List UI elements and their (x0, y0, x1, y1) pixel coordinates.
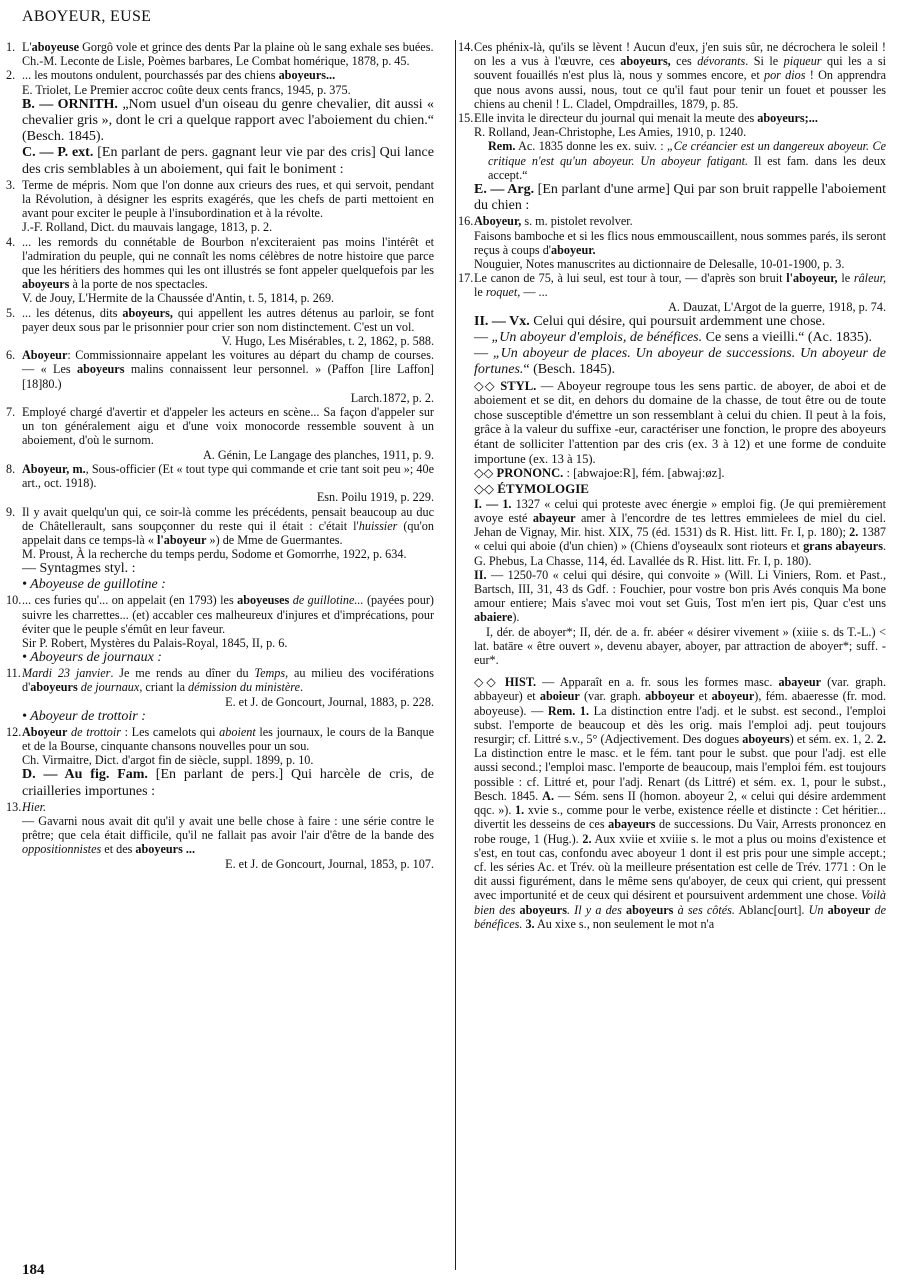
etymology-i: I. — 1. 1327 « celui qui proteste avec énergie » emploi fig. (Je qui premièrement avoye esté abayeur amer à l'encordre de tes lettres emmielees de miel du ciel. Jehan de Vignay, Mir. hist. XIX, 75 (éd. 1531) ds R. Hist. litt. Fr. I, p. 180); 2. 1387 « celui qui aboie (d'un chien) » (Chiens d'oyseaulx sont rioteurs et grans abayeurs. G. Phebus, La Chasse, 114, éd. Lavallée ds R. Hist. litt. Fr. I, p. 180). (474, 496, 887, 568)
example-2: 2. ... les moutons ondulent, pourchassés par des chiens aboyeurs... E. Triolet, Le Premier accroc coûte deux cents francs, 1945, p. 375. (6, 68, 351, 97)
running-head: ABOYEUR, EUSE (22, 8, 152, 25)
example-8: 8. Aboyeur, m., Sous-officier (Et « tout type qui commande et crie tant soit peu »; 40e art., oct. 1918). Esn. Poilu 1919, p. 229. (6, 461, 434, 505)
left-column (6, 40, 435, 871)
example-9: 9. Il y avait quelqu'un qui, ce soir-là comme les précédents, pensait beaucoup au duc de Châtellerault, sans soupçonner du reste qui il était : c'était l'huissier (qu'on appelait dans ce temps-là « l'aboyeur ») de Mme de Guermantes. M. Proust, À la recherche du temps perdu, Sodome et Gomorrhe, 1922, p. 634. (6, 504, 434, 562)
example-12: 12.Aboyeur de trottoir : Les camelots qui aboient les journaux, le cours de la Banque et de la Bourse, cinquante chansons nouvelles pour un sou. Ch. Virmaitre, Dict. d'argot fin de siècle, suppl. 1899, p. 10. (6, 724, 434, 768)
hist-section: ◇◇ HIST. — Apparaît en a. fr. sous les formes masc. abayeur (var. graph. abbayeur) et aboieur (var. graph. abboyeur et aboyeur), fém. abaeresse (fr. mod. aboyeuse). — Rem. 1. La distinction entre l'adj. et le subst. est second., l'emploi subst. l'emporte de beaucoup et dès les orig. mais l'emploi adj. peut toujours resurgir; cf. Littré s.v., 5° (Adjectivement. Des dogues aboyeurs) et sém. ex. 1, 2. 2. La distinction entre le masc. et le fém. tant pour le subst. que pour l'adj. est elle aussi second.; l'emploi masc. l'emporte de beaucoup, mais l'emploi fém. est toujours possible : cf. Littré et, pour l'adj. Renart (ds Littré) et sém. ex. 1, pour le subst., Besch. 1845. A. — Sém. sens II (homon. aboyeur 2, « celui qui désire ardemment qqc. »). 1. xvie s., comme pour le verbe, existence réelle et distincte : Cet héritier... divertit les desseins de ces abayeurs de successions. Du Vair, Arrests prononcez en robe rouge, 1 (Hug.). 2. Aux xviie et xviiie s. le mot a plus ou moins d'existence et s'est, en tout cas, confondu avec aboyeur 1 dont il est pris pour une simple accept.; cf. les séries Ac. et Trév. où la meilleure présentation est celle de Trév. 1771 : On le dit aussi figurément, dans le même sens qu'aboyer, de ceux qui crient, qui pressent avec importunité et de ceux qui désirent et poursuivent ardemment une chose. Voilà bien des aboyeurs. Il y a des aboyeurs à ses côtés. Ablanc[ourt]. Un aboyeur de bénéfices. 3. Au xixe s., non seulement le mot n'a (474, 675, 887, 931)
quote-2: — „Un aboyeur de places. Un aboyeur de successions. Un aboyeur de fortunes.“ (Besch. 1845). (474, 346, 887, 378)
definition-ii: II. — Vx. Celui qui désire, qui poursuit ardemment une chose. (474, 313, 826, 329)
example-17: 17.Le canon de 75, à lui seul, est tour à tour, — d'après son bruit l'aboyeur, le râleur, le roquet, — ... A. Dauzat, L'Argot de la guerre, 1918, p. 74. (458, 271, 887, 314)
example-1: 1. L'aboyeuse Gorgô vole et grince des dents Par la plaine où le sang exhale ses buées. Ch.-M. Leconte de Lisle, Poèmes barbares, Le Combat homérique, 1878, p. 45. (6, 40, 434, 69)
example-11: 11.Mardi 23 janvier. Je me rends au dîner du Temps, au milieu des vociférations d'aboyeurs de journaux, criant la démission du ministère. E. et J. de Goncourt, Journal, 1883, p. 228. (6, 666, 434, 709)
syntagme-3: • Aboyeur de trottoir : (22, 708, 146, 724)
example-5: 5. ... les détenus, dits aboyeurs, qui appellent les autres détenus au parloir, se font payer deux sous par le prisonnier pour crier son nom distinctement. C'est un vol. V. Hugo, Les Misérables, t. 2, 1862, p. 588. (6, 305, 434, 349)
example-3: 3. Terme de mépris. Nom que l'on donne aux crieurs des rues, et qui servoit, pendant la Révolution, à désigner les esprits exagérés, que les chefs de parti mettoient en avant pour exciter le peuple à l'insubordination et à la révolte. J.-F. Rolland, Dict. du mauvais langage, 1813, p. 2. (6, 177, 434, 235)
syntagme-1: • Aboyeuse de guillotine : (22, 577, 166, 593)
syntagme-2: • Aboyeurs de journaux : (22, 650, 162, 666)
column-rule (455, 40, 456, 1270)
etymology-derivation: I, dér. de aboyer*; II, dér. de a. fr. abéer « désirer vivement » (xiiie s. ds T.-L.) < lat. batāre « être ouvert », devenu abayer, aboyer, par attraction de aboyer*; suff. -eur*. (474, 624, 886, 668)
page-number: 184 (22, 1262, 45, 1278)
syntagmes-heading: — Syntagmes styl. : (22, 561, 136, 577)
right-column (458, 40, 887, 931)
etymology-ii: II. — 1250-70 « celui qui désire, qui convoite » (Will. Li Viniers, Rom. et Past., Bartsch, III, 31, 43 ds Gdf. : Fouchier, pour vostre bon pris Avés conquis Ma bone amour entiere; Mais s'avec moi vout set Guis, Tost m'en iert pis, Quar c'est uns abaiere). (474, 567, 886, 625)
definition-b: B. — ORNITH. „Nom usuel d'un oiseau du genre chevalier, dit aussi « chevalier gris », dont le cri a quelque rapport avec l'aboiement du chien.“ (Besch. 1845). (22, 96, 435, 145)
definition-c: C. — P. ext. [En parlant de pers. gagnant leur vie par des cris] Qui lance des cris semblables à un aboiement, qui fait le boniment : (22, 145, 434, 177)
example-13: 13.Hier. — Gavarni nous avait dit qu'il y avait une belle chose à faire : une série contre le prêtre; que cela était difficile, qu'il ne fallait pas avoir l'air d'être de la bande des oppositionnistes et des aboyeurs ... E. et J. de Goncourt, Journal, 1853, p. 107. (6, 799, 434, 871)
definition-e: E. — Arg. [En parlant d'une arme] Qui par son bruit rappelle l'aboiement du chien : (474, 182, 886, 214)
example-6: 6. Aboyeur: Commissionnaire appelant les voitures au départ du champ de courses. — « Les aboyeurs malins connaissent leur personnel. » (Paffon [lire Laffon] [18]80.) Larch.1872, p. 2. (6, 348, 434, 405)
example-4: 4. ... les remords du connétable de Bourbon n'exciteraient pas moins l'intérêt et l'admiration du peuple, qui ne connaît les noms célèbres de notre histoire que parce que les héritiers des hommes qui les ont illustrés se font appeler quelquefois par les aboyeurs à la porte de nos spectacles. V. de Jouy, L'Hermite de la Chaussée d'Antin, t. 5, 1814, p. 269. (6, 234, 434, 306)
quote-1: — „Un aboyeur d'emplois, de bénéfices. Ce sens a vieilli.“ (Ac. 1835). (474, 330, 873, 346)
example-10: 10.... ces furies qu'... on appelait (en 1793) les aboyeuses de guillotine... (payées pour) suivre les charrettes... (et) accabler ces malheureux d'injures et d'imprécations, pour éviter que le peuple s'émût en leur faveur. Sir P. Robert, Mystères du Palais-Royal, 1845, II, p. 6. (6, 593, 434, 650)
prononc-section: ◇◇ PRONONC. : [abwajoe:R], fém. [abwaj:øz]. (474, 466, 725, 481)
example-15: 15.Elle invita le directeur du journal qui menait la meute des aboyeurs;... R. Rolland, Jean-Christophe, Les Amies, 1910, p. 1240. (458, 111, 818, 140)
styl-section: ◇◇ STYL. — Aboyeur regroupe tous les sens partic. de aboyer, de aboi et de aboiement et se dit, en dehors du domaine de la chasse, de tout être ou de toute chose susceptible d'émettre un son ressemblant à celui du chien. Il peut à la fois, grâce à la valeur du suffixe -eur, caractériser une fonction, le propre des aboyeurs étant de solliciter l'attention par des cris (ex. 3 à 12) et une forme de conduite importune (ex. 13 à 15). (474, 378, 886, 466)
example-16: 16.Aboyeur, s. m. pistolet revolver. Faisons bamboche et si les flics nous emmouscaillent, nous sommes parés, ils seront reçus à coups d'aboyeur. Nouguier, Notes manuscrites au dictionnaire de Delesalle, 10-01-1900, p. 3. (458, 214, 886, 272)
etymology-heading: ◇◇ ÉTYMOLOGIE (474, 480, 589, 496)
remark: Rem. Ac. 1835 donne les ex. suiv. : „Ce créancier est un dangereux aboyeur. Ce critique n'est qu'un aboyeur. Un aboyeur fatigant. Il est fam. dans les deux accept.“ (488, 139, 887, 182)
definition-d: D. — Au fig. Fam. [En parlant de pers.] Qui harcèle de cris, de criailleries importunes : (22, 767, 434, 799)
example-7: 7. Employé chargé d'avertir et d'appeler les acteurs en scène... Sa façon d'appeler sur un ton généralement aigu et d'une voix monocorde ressemble souvent à un aboiement, d'où le surnom. A. Génin, Le Langage des planches, 1911, p. 9. (6, 405, 434, 462)
example-14: 14.Ces phénix-là, qu'ils se lèvent ! Aucun d'eux, j'en suis sûr, ne décrochera le soleil ! on les a vus à l'œuvre, ces aboyeurs, ces dévorants. Si le piqueur qui les a si souvent fouaillés n'est plus là, nous y sommes encore, et por dios ! On apprendra que nous avons aussi, nous, tout ce qu'il faut pour tenir un fouet et pousser les chiens au chenil ! L. Cladel, Ompdrailles, 1879, p. 85. (458, 40, 887, 111)
